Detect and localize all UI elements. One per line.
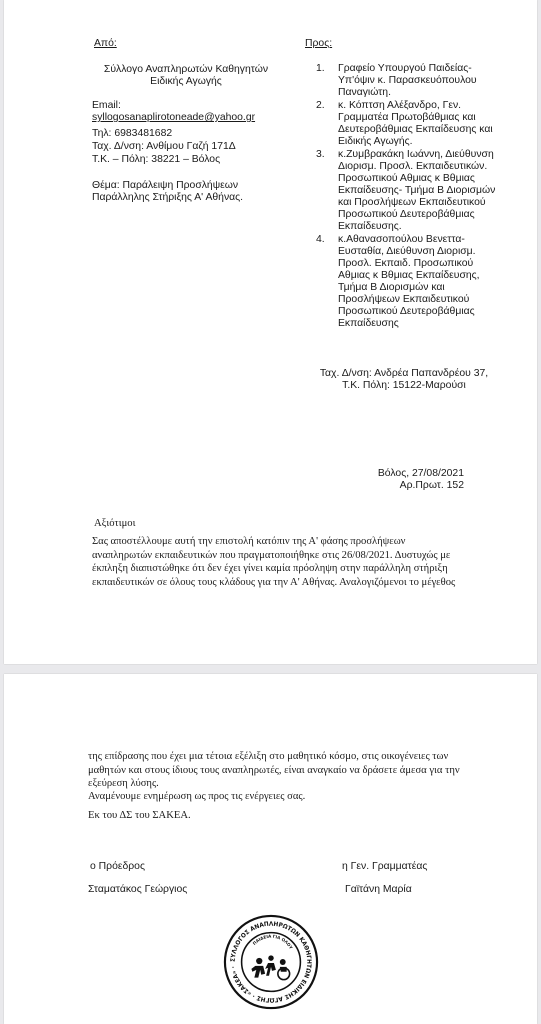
seal-outer-ring bbox=[225, 916, 317, 1008]
recipients-address-line: Ταχ. Δ/νση: Ανδρέα Παπανδρέου 37, bbox=[319, 368, 489, 379]
recipient-number: 2. bbox=[316, 100, 325, 111]
body-paragraph-request: Αναμένουμε ενημέρωση ως προς τις ενέργειες σας. bbox=[88, 791, 306, 802]
date-block bbox=[364, 468, 464, 492]
recipient-line: Ειδικής Αγωγής. bbox=[338, 136, 413, 147]
body-paragraph-closing: Εκ του ΔΣ του ΣΑΚΕΑ. bbox=[88, 810, 191, 821]
body-paragraph-continued bbox=[88, 750, 486, 791]
recipient-line: Γραμματέα Πρωτοβάθμιας και bbox=[338, 112, 476, 123]
seal-inner-text: ΠΑΙΔΕΙΑ ΓΙΑ ΟΛΟΥ bbox=[251, 933, 294, 950]
recipient-line: και Προσλήψεων Εκπαιδευτικού bbox=[338, 197, 486, 208]
sender-org-line: Σύλλογο Αναπληρωτών Καθηγητών bbox=[103, 64, 269, 75]
letter-date: Βόλος, 27/08/2021 bbox=[377, 468, 464, 479]
body-line: έκπληξη διαπιστώθηκε ότι δεν έχει γίνει καμία πρόσληψη στην παράλληλη στήριξη bbox=[92, 563, 448, 574]
seal-figures-icon bbox=[251, 955, 289, 979]
body-line: αναπληρωτών εκπαιδευτικών που πραγματοποιήθηκε στις 26/08/2021. Δυστυχώς με bbox=[92, 549, 451, 561]
recipient-line: Προσωπικού Δευτεροβάθμιας bbox=[338, 209, 475, 220]
body-line: της επίδρασης που έχει μια τέτοια εξέλιξη στο μαθητικό κόσμο, στις οικογένειες των bbox=[88, 751, 449, 762]
recipient-line: Προσωπικού Δευτεροβάθμιας bbox=[338, 306, 475, 317]
sender-org-line: Ειδικής Αγωγής bbox=[150, 76, 222, 87]
president-name: Σταματάκος Γεώργιος bbox=[88, 884, 188, 895]
recipient-item bbox=[316, 149, 516, 233]
recipient-line: Προσλήψεων Εκπαιδευτικού bbox=[338, 294, 470, 305]
president-role: ο Πρόεδρος bbox=[90, 861, 145, 872]
document-page-1 bbox=[4, 0, 537, 664]
sender-email-label: Email: bbox=[92, 100, 121, 111]
secretary-name: Γαϊτάνη Μαρία bbox=[345, 884, 412, 895]
secretary-role: η Γεν. Γραμματέας bbox=[342, 861, 428, 872]
sender-heading: Από: bbox=[94, 38, 117, 49]
protocol-number: Αρ.Πρωτ. 152 bbox=[399, 480, 464, 491]
sender-phone: Τηλ: 6983481682 bbox=[92, 128, 173, 139]
recipient-line: Διορισμ. Προσλ. Εκπαιδευτικών. bbox=[338, 161, 488, 172]
recipient-number: 4. bbox=[316, 234, 325, 245]
seal-inner-ring bbox=[242, 933, 301, 992]
recipient-number: 3. bbox=[316, 149, 325, 160]
body-paragraph bbox=[92, 535, 490, 589]
recipient-line: Παναγιώτη. bbox=[338, 87, 391, 98]
sender-organization bbox=[86, 64, 286, 88]
subject bbox=[92, 180, 282, 204]
recipients-address bbox=[304, 368, 504, 392]
recipient-line: Τμήμα Β Διορισμών και bbox=[338, 282, 445, 293]
seal-ring-text: ΣΥΛΛΟΓΟΣ ΑΝΑΠΛΗΡΩΤΩΝ ΚΑΘΗΓΗΤΩΝ ΕΙΔΙΚΗΣ ΑΓΩΓΗΣ · «ΣΑΚΕΑ» · bbox=[229, 920, 313, 1004]
recipient-line: Εκπαίδευσης bbox=[338, 318, 399, 329]
recipient-line: Εκπαίδευσης- Τμήμα Β Διορισμών bbox=[338, 185, 496, 196]
recipient-line: Εκπαίδευσης. bbox=[338, 221, 402, 232]
salutation: Αξιότιμοι bbox=[94, 518, 136, 529]
recipient-number: 1. bbox=[316, 63, 325, 74]
recipient-line: κ. Κόπτση Αλέξανδρο, Γεν. bbox=[338, 100, 462, 111]
body-line: Σας αποστέλλουμε αυτή την επιστολή κατόπιν της Α' φάσης προσλήψεων bbox=[92, 536, 406, 547]
sender-postal: Τ.Κ. – Πόλη: 38221 – Βόλος bbox=[92, 154, 221, 165]
subject-line: Θέμα: Παράλειψη Προσλήψεων bbox=[92, 180, 239, 191]
recipients-heading: Προς: bbox=[305, 38, 333, 49]
sender-address: Ταχ. Δ/νση: Ανθίμου Γαζή 171Δ bbox=[92, 141, 236, 152]
recipient-line: κ.Αθανασοπούλου Βενεττα- bbox=[338, 234, 465, 245]
recipient-line: Δευτεροβάθμιας Εκπαίδευσης και bbox=[338, 124, 493, 135]
recipients-address-line: Τ.Κ. Πόλη: 15122-Μαρούσι bbox=[342, 380, 466, 391]
recipient-item bbox=[316, 63, 516, 99]
recipients-list bbox=[316, 63, 516, 331]
body-line: εκπαιδευτικών σε όλους τους κλάδους για την Α' Αθήνας. Αναλογιζόμενοι το μέγεθος bbox=[92, 576, 456, 588]
recipient-line: Ευσταθία, Διεύθυνση Διορισμ. bbox=[338, 246, 476, 257]
body-line: εξεύρεση λύσης. bbox=[88, 778, 159, 789]
association-seal bbox=[222, 913, 320, 1011]
recipient-line: Υπ'όψιν κ. Παρασκευόπουλου bbox=[338, 75, 477, 86]
recipient-item bbox=[316, 100, 516, 148]
sender-email-link[interactable]: syllogosanaplirotoneade@yahoo.gr bbox=[92, 112, 256, 123]
recipient-item bbox=[316, 234, 516, 330]
recipient-line: Αθμιας κ Βθμιας Εκπαίδευσης, bbox=[338, 270, 480, 281]
recipient-line: κ.Ζυμβρακάκη Ιωάννη, Διεύθυνση bbox=[338, 149, 494, 160]
recipient-line: Προσλ. Εκπαιδ. Προσωπικού bbox=[338, 258, 474, 269]
subject-line: Παράλληλης Στήριξης Α' Αθήνας. bbox=[92, 192, 244, 203]
recipient-line: Γραφείο Υπουργού Παιδείας- bbox=[338, 63, 472, 74]
recipient-line: Προσωπικού Αθμιας κ Βθμιας bbox=[338, 173, 475, 184]
body-line: μαθητών και στους ίδιους τους αναπληρωτές, είναι αναγκαίο να δράσετε άμεσα για την bbox=[88, 764, 460, 776]
